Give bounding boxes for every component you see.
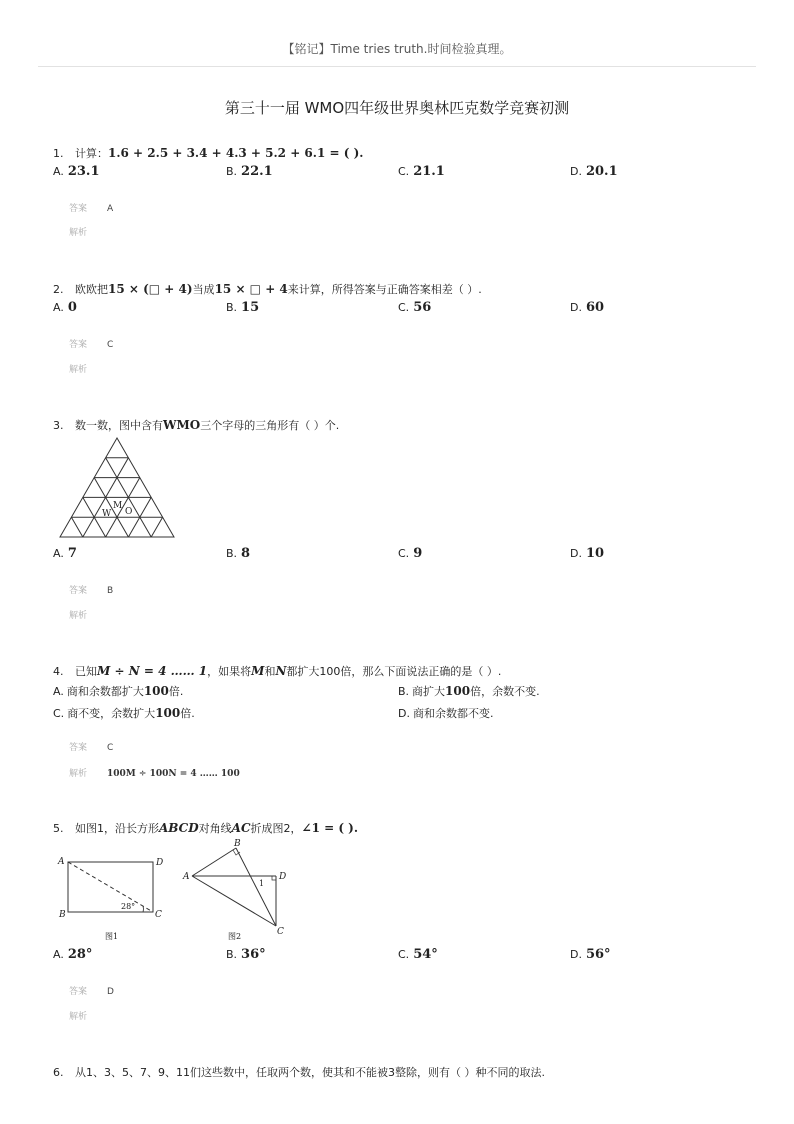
fig2-label-a: A bbox=[183, 872, 190, 882]
q2-option-c[interactable]: C. 56 bbox=[398, 300, 432, 315]
figure-2-folded bbox=[180, 838, 300, 944]
q2-answer: 答案 C bbox=[69, 340, 114, 350]
question-4: 4. 已知M ÷ N = 4 …… 1，如果将M和N都扩大100倍，那么下面说法正确的是（ ）. bbox=[53, 664, 502, 678]
q2-analysis: 解析 bbox=[69, 365, 88, 375]
letter-m: M bbox=[113, 501, 123, 511]
question-number: 3. bbox=[53, 419, 64, 432]
fig2-angle-label: 1 bbox=[259, 879, 265, 888]
page-header: 【铭记】Time tries truth.时间检验真理。 bbox=[282, 42, 512, 56]
q3-option-c[interactable]: C. 9 bbox=[398, 546, 423, 561]
q3-option-b[interactable]: B. 8 bbox=[226, 546, 251, 561]
q1-option-a[interactable]: A. 23.1 bbox=[53, 164, 100, 179]
q2-option-a[interactable]: A. 0 bbox=[53, 300, 77, 315]
fig2-label-d: D bbox=[279, 872, 287, 882]
q1-answer: 答案 A bbox=[69, 204, 114, 214]
page-title: 第三十一届 WMO四年级世界奥林匹克数学竞赛初测 bbox=[224, 99, 570, 117]
question-2: 2. 欧欧把15 × (□ + 4)当成15 × □ + 4来计算，所得答案与正确答案相差（ ）. bbox=[53, 282, 482, 296]
fig1-label-b: B bbox=[59, 910, 66, 920]
question-number: 2. bbox=[53, 283, 64, 296]
header-divider bbox=[38, 66, 756, 67]
letter-w: W bbox=[102, 509, 112, 519]
question-3: 3. 数一数，图中含有WMO三个字母的三角形有（ ）个. bbox=[53, 418, 340, 432]
fig1-label-c: C bbox=[155, 910, 162, 920]
q4-analysis: 解析 100M ÷ 100N = 4 …… 100 bbox=[69, 769, 240, 779]
question-1 bbox=[53, 145, 363, 161]
q5-answer: 答案 D bbox=[69, 987, 114, 997]
q3-option-d[interactable]: D. 10 bbox=[570, 546, 605, 561]
q1-option-b[interactable]: B. 22.1 bbox=[226, 164, 273, 179]
question-number: 1. bbox=[53, 147, 64, 160]
q3-answer: 答案 B bbox=[69, 586, 114, 596]
question-number: 5. bbox=[53, 822, 64, 835]
q1-option-d[interactable]: D. 20.1 bbox=[570, 164, 618, 179]
q1-option-c[interactable]: C. 21.1 bbox=[398, 164, 445, 179]
q5-option-c[interactable]: C. 54° bbox=[398, 947, 438, 962]
question-5: 5. 如图1，沿长方形ABCD对角线AC折成图2，∠1 = ( ). bbox=[53, 821, 359, 835]
triangle-grid-figure bbox=[58, 436, 178, 540]
q4-answer: 答案 C bbox=[69, 743, 114, 753]
q2-option-d[interactable]: D. 60 bbox=[570, 300, 605, 315]
q5-option-a[interactable]: A. 28° bbox=[53, 947, 93, 962]
q4-option-a[interactable]: A. 商和余数都扩大100倍. bbox=[53, 684, 184, 698]
fig2-label-b: B bbox=[234, 839, 241, 849]
fig1-label-d: D bbox=[156, 858, 164, 868]
question-number: 4. bbox=[53, 665, 64, 678]
fig2-label-c: C bbox=[277, 927, 284, 937]
q2-option-b[interactable]: B. 15 bbox=[226, 300, 260, 315]
q4-option-c[interactable]: C. 商不变，余数扩大100倍. bbox=[53, 706, 195, 720]
fig1-label-a: A bbox=[58, 857, 65, 867]
letter-o: O bbox=[125, 507, 133, 517]
question-number: 6. bbox=[53, 1066, 64, 1079]
q3-option-a[interactable]: A. 7 bbox=[53, 546, 77, 561]
q5-option-b[interactable]: B. 36° bbox=[226, 947, 266, 962]
question-text: 计算： bbox=[75, 147, 108, 160]
figure-1-rectangle bbox=[55, 852, 170, 944]
fig1-caption: 图1 bbox=[105, 932, 119, 941]
question-6: 6. 从1、3、5、7、9、11们这些数中，任取两个数，使其和不能被3整除，则有（ ）种不同的取法. bbox=[53, 1066, 545, 1079]
q3-analysis: 解析 bbox=[69, 611, 88, 621]
q4-option-d[interactable]: D. 商和余数都不变. bbox=[398, 707, 494, 720]
fig2-caption: 图2 bbox=[228, 932, 242, 941]
math-expression: 1.6 + 2.5 + 3.4 + 4.3 + 5.2 + 6.1 = ( ). bbox=[108, 146, 364, 160]
q5-option-d[interactable]: D. 56° bbox=[570, 947, 611, 962]
q4-option-b[interactable]: B. 商扩大100倍，余数不变. bbox=[398, 684, 540, 698]
q1-analysis: 解析 bbox=[69, 228, 88, 238]
fig1-angle-label: 28° bbox=[121, 902, 136, 911]
q5-analysis: 解析 bbox=[69, 1012, 88, 1022]
